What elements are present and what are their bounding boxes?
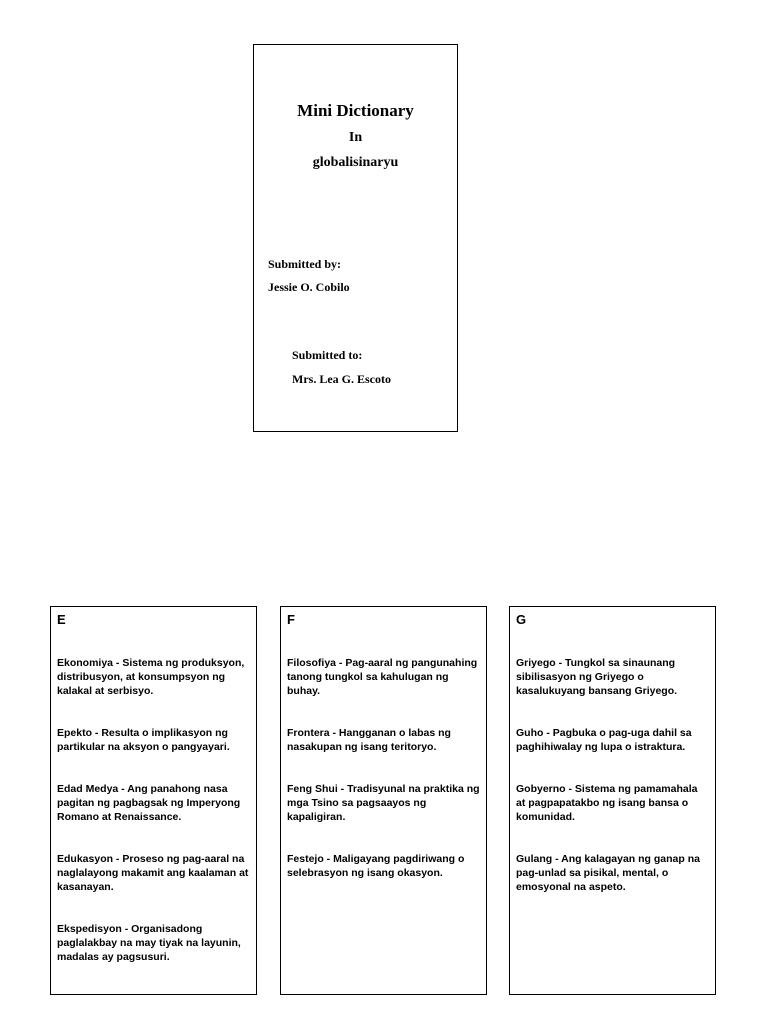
submitted-by-name: Jessie O. Cobilo	[268, 280, 350, 294]
card-letter: G	[516, 612, 527, 627]
cover-title: Mini Dictionary	[297, 101, 414, 120]
dictionary-entry: Griyego - Tungkol sa sinaunang sibilisasyon ng Griyego o kasalukuyang bansang Griyego.	[516, 657, 678, 697]
dictionary-entry: Edukasyon - Proseso ng pag-aaral na naglalayong makamit ang kaalaman at kasanayan.	[57, 853, 249, 893]
card-letter: E	[57, 612, 66, 627]
dictionary-entry: Epekto - Resulta o implikasyon ng partikular na aksyon o pangyayari.	[57, 727, 230, 753]
dictionary-entry: Festejo - Maligayang pagdiriwang o selebrasyon ng isang okasyon.	[287, 853, 465, 879]
dictionary-entry: Edad Medya - Ang panahong nasa pagitan ng pagbagsak ng Imperyong Romano at Renaissance.	[57, 783, 241, 823]
dictionary-entry: Gobyerno - Sistema ng pamamahala at pagpapatakbo ng isang bansa o komunidad.	[516, 783, 698, 823]
dictionary-entry: Ekonomiya - Sistema ng produksyon, distribusyon, at konsumpsyon ng kalakal at serbisyo.	[57, 657, 245, 697]
submitted-to-label: Submitted to:	[292, 348, 363, 362]
dictionary-entry: Ekspedisyon - Organisadong paglalakbay na may tiyak na layunin, madalas ay pagsusuri.	[57, 923, 241, 963]
card-letter: F	[287, 612, 295, 627]
cover-preposition: In	[348, 130, 363, 145]
cover-page	[253, 44, 458, 432]
dictionary-entry: Frontera - Hangganan o labas ng nasakupan ng isang teritoryo.	[287, 727, 451, 753]
submitted-by-label: Submitted by:	[268, 257, 342, 271]
submitted-to-name: Mrs. Lea G. Escoto	[292, 372, 391, 386]
dictionary-entry: Feng Shui - Tradisyunal na praktika ng mga Tsino sa pagsaayos ng kapaligiran.	[287, 783, 480, 823]
dictionary-entry: Gulang - Ang kalagayan ng ganap na pag-unlad sa pisikal, mental, o emosyonal na aspeto.	[516, 853, 700, 893]
dictionary-entry: Filosofiya - Pag-aaral ng pangunahing tanong tungkol sa kahulugan ng buhay.	[287, 657, 478, 697]
letter-card-e	[50, 606, 257, 995]
letter-card-f	[280, 606, 487, 995]
dictionary-entry: Guho - Pagbuka o pag-uga dahil sa paghihiwalay ng lupa o istraktura.	[516, 727, 692, 753]
letter-card-g	[509, 606, 716, 995]
cover-subject: globalisinaryu	[312, 155, 399, 170]
